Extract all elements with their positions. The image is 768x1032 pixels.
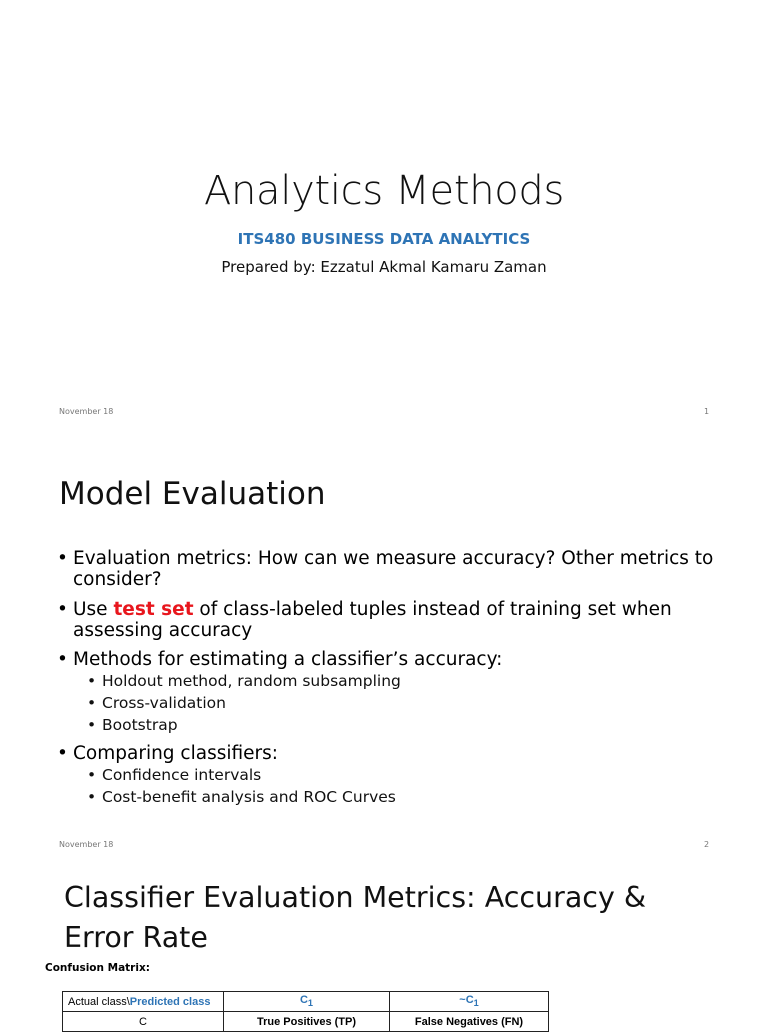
bullet-item: • Methods for estimating a classifier’s accuracy: bbox=[57, 649, 723, 670]
predicted-class-label: Predicted class bbox=[129, 995, 211, 1008]
sub-bullet-item: • Bootstrap bbox=[57, 714, 723, 736]
table-corner-cell bbox=[63, 992, 224, 1012]
bullet-text: Use bbox=[73, 599, 114, 620]
bullet-item bbox=[57, 599, 723, 641]
table-header-cell bbox=[390, 992, 549, 1012]
sub-bullet-item: • Holdout method, random subsampling bbox=[57, 670, 723, 692]
table-cell: True Positives (TP) bbox=[224, 1012, 390, 1032]
column-header: C bbox=[299, 994, 308, 1007]
column-header: ~C bbox=[459, 994, 474, 1007]
confusion-matrix-table bbox=[62, 991, 549, 1032]
bullet-list bbox=[57, 548, 723, 808]
slide-footer-date: November 18 bbox=[59, 840, 114, 849]
bullet-text: of class-labeled tuples instead of training set when assessing accuracy bbox=[73, 599, 672, 641]
slide-title: Analytics Methods bbox=[203, 168, 565, 214]
course-subtitle: ITS480 BUSINESS DATA ANALYTICS bbox=[237, 230, 531, 248]
table-header-row bbox=[63, 992, 549, 1012]
table-row bbox=[63, 1012, 549, 1032]
highlight-text: test set bbox=[113, 599, 194, 620]
preparer-line: Prepared by: Ezzatul Akmal Kamaru Zaman bbox=[221, 258, 547, 276]
column-header-subscript: 1 bbox=[307, 998, 314, 1009]
slide-title: Model Evaluation bbox=[59, 476, 326, 512]
column-header-subscript: 1 bbox=[473, 998, 479, 1009]
table-header-cell bbox=[224, 992, 390, 1012]
table-row-label: C bbox=[63, 1012, 224, 1032]
bullet-item: • Evaluation metrics: How can we measure accuracy? Other metrics to consider? bbox=[57, 548, 723, 590]
sub-bullet-item: • Cost-benefit analysis and ROC Curves bbox=[57, 786, 723, 808]
slide-title: Classifier Evaluation Metrics: Accuracy & Error Rate bbox=[64, 881, 647, 954]
slide-page-number: 2 bbox=[704, 840, 710, 849]
actual-class-label: Actual class\ bbox=[68, 995, 130, 1008]
confusion-matrix-label: Confusion Matrix: bbox=[45, 962, 150, 974]
sub-bullet-item: • Confidence intervals bbox=[57, 764, 723, 786]
slide-footer-date: November 18 bbox=[59, 407, 114, 416]
sub-bullet-item: • Cross-validation bbox=[57, 692, 723, 714]
slide-page-number: 1 bbox=[704, 407, 710, 416]
table-cell: False Negatives (FN) bbox=[390, 1012, 549, 1032]
bullet-item: • Comparing classifiers: bbox=[57, 743, 723, 764]
